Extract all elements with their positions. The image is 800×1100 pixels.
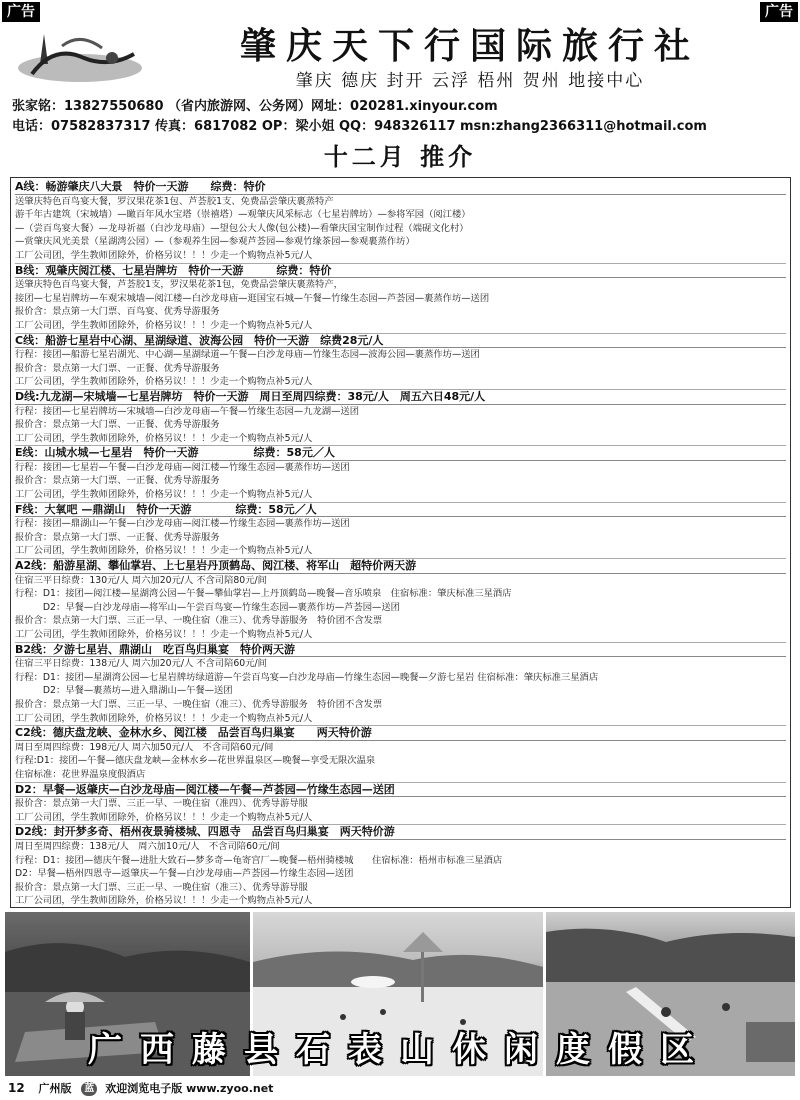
route-title: D线:九龙湖—宋城墙—七星岩牌坊 特价一天游 周日至周四综费：38元/人 周五六日48元/人	[15, 390, 786, 405]
route-block	[15, 264, 786, 334]
route-title: A2线：船游星湖、攀仙掌岩、上七星岩丹顶鹤岛、阅江楼、将军山 超特价两天游	[15, 559, 786, 574]
route-detail-line: 送肇庆特色百鸟宴大餐，芦荟胶1支，罗汉果花茶1包，免费品尝肇庆裹蒸特产，	[15, 279, 343, 291]
month-title: 十二月 推介	[323, 143, 477, 171]
route-detail-line: 行程：接团—七星岩—午餐—白沙龙母庙—阅江楼—竹缘生态园—裹蒸作坊—送团	[15, 461, 350, 473]
route-detail-line: 工厂公司团，学生教师团除外，价格另议！！！少走一个购物点补5元/人	[15, 432, 786, 447]
header	[0, 22, 800, 92]
route-detail-line: 住宿标准：花世界温泉度假酒店	[15, 768, 786, 783]
route-detail-line: 报价含：景点第一大门票、三正一早、一晚住宿（准三）、优秀导游服务 特价团不含发票	[15, 698, 383, 710]
website-text[interactable]: 欢迎浏览电子版 www.zyoo.net	[105, 1082, 274, 1095]
route-title: A线：畅游肇庆八大景 特价一天游 综费：特价	[15, 180, 786, 195]
route-detail-line: 报价含：景点第一大门票、三正一早、一晚住宿（准四）、优秀导游导服	[15, 798, 308, 810]
route-detail-line: 行程：接团—船游七星岩湖光、中心湖—星湖绿道—午餐—白沙龙母庙—竹缘生态园—波海公园—裹蒸作坊—送团	[15, 349, 480, 361]
service-areas: 肇庆 德庆 封开 云浮 梧州 贺州 地接中心	[295, 71, 645, 91]
route-title: C线：船游七星岩中心湖、星湖绿道、波海公园 特价一天游 综费28元/人	[15, 334, 786, 349]
route-block	[15, 643, 786, 727]
route-detail-line: 工厂公司团，学生教师团除外，价格另议！！！少走一个购物点补5元/人	[15, 811, 786, 826]
footer	[8, 1080, 273, 1097]
edition-label: 广州版	[38, 1082, 72, 1095]
route-block	[15, 390, 786, 446]
route-detail-line: 报价含：景点第一大门票、一正餐、优秀导游服务	[15, 419, 220, 431]
route-block	[15, 559, 786, 643]
contact-line-1: 张家铭：13827550680 （省内旅游网、公务网）网址：020281.xinyour.com	[12, 99, 498, 114]
route-detail-line: 报价含：景点第一大门票、一正餐、优秀导游服务	[15, 531, 220, 543]
route-block	[15, 503, 786, 559]
route-block	[15, 446, 786, 502]
ad-label-right: 广告	[760, 2, 798, 22]
ad-label-left: 广告	[2, 2, 40, 22]
route-title: B线：观肇庆阅江楼、七星岩牌坊 特价一天游 综费：特价	[15, 264, 786, 279]
route-detail-line: 工厂公司团，学生教师团除外，价格另议！！！少走一个购物点补5元/人	[15, 319, 786, 334]
route-block	[15, 726, 786, 782]
contact-line-2: 电话：07582837317 传真：6817082 OP：梁小姐 QQ：948326117 msn:zhang2366311@hotmail.com	[12, 119, 707, 134]
resort-banner: 广西藤县石表山休闲度假区	[88, 1030, 712, 1070]
route-title: B2线：夕游七星岩、鼎湖山 吃百鸟归巢宴 特价两天游	[15, 643, 786, 658]
company-logo	[14, 24, 146, 88]
route-detail-line: —（尝百鸟宴大餐）—龙母祈福（白沙龙母庙）—望包公大人像(包公楼)—看肇庆国宝制作过程（端砚文化村）	[15, 222, 469, 234]
route-detail-line: 周日至周四综费：198元/人 周六加50元/人 不含司陪60元/间	[15, 741, 274, 753]
route-detail-line: 送肇庆特色百鸟宴大餐，罗汉果花茶1包、芦荟胶1支、免费品尝肇庆裹蒸特产	[15, 195, 334, 207]
route-detail-line: 工厂公司团，学生教师团除外，价格另议！！！少走一个购物点补5元/人	[15, 894, 786, 908]
route-detail-line: D2：早餐—梧州四恩寺—返肇庆—午餐—白沙龙母庙—芦荟园—竹缘生态园—送团	[15, 868, 354, 880]
route-detail-line: 工厂公司团，学生教师团除外，价格另议！！！少走一个购物点补5元/人	[15, 375, 786, 390]
route-detail-line: 行程：D1：接团—德庆午餐—进肚大致石—梦多奇—龟寄宫厂—晚餐—梧州骑楼城 住宿标准：梧州市标准三星酒店	[15, 854, 503, 866]
page-number: 12	[8, 1081, 25, 1095]
route-detail-line: 住宿三平日综费：130元/人 周六加20元/人 不含司陪80元/间	[15, 574, 267, 586]
route-title: F线：大氧吧 —鼎湖山 特价一天游 综费：58元／人	[15, 503, 786, 518]
route-detail-line: 行程：接团—七星岩牌坊—宋城墙—白沙龙母庙—午餐—竹缘生态园—九龙湖—送团	[15, 405, 359, 417]
route-block	[15, 334, 786, 390]
route-title: E线：山城水城—七星岩 特价一天游 综费：58元／人	[15, 446, 786, 461]
edition-badge-icon: 蓝	[81, 1082, 97, 1096]
route-title: D2：早餐—返肇庆—白沙龙母庙—阅江楼—午餐—芦荟园—竹缘生态园—送团	[15, 783, 786, 798]
route-block	[15, 783, 786, 826]
route-detail-line: 报价含：景点第一大门票、百鸟宴、优秀导游服务	[15, 306, 220, 318]
route-title: D2线：封开梦多奇、梧州夜景骑楼城、四恩寺 品尝百鸟归巢宴 两天特价游	[15, 825, 786, 840]
route-detail-line: 行程:D1：接团—午餐—德庆盘龙峡—金林水乡—花世界温泉区—晚餐—享受无限次温泉	[15, 755, 376, 767]
route-detail-line: —赏肇庆风光美景（星湖湾公园）—（参观养生园—参观芦荟园—参观竹缘茶园—参观裹蒸作坊）	[15, 236, 415, 248]
company-name: 肇庆天下行国际旅行社	[239, 25, 700, 67]
route-detail-line: 住宿三平日综费：138元/人 周六加20元/人 不含司陪60元/间	[15, 658, 267, 670]
route-detail-line: 工厂公司团，学生教师团除外，价格另议！！！少走一个购物点补5元/人	[15, 712, 786, 727]
route-detail-line: 报价含：景点第一大门票、一正餐、优秀导游服务	[15, 475, 220, 487]
route-detail-line: 周日至周四综费：138元/人 周六加10元/人 不含司陪60元/间	[15, 840, 280, 852]
route-detail-line: 报价含：景点第一大门票、三正一早、一晚住宿（准三）、优秀导游导服	[15, 881, 308, 893]
route-detail-line: 行程：D1：接团—阅江楼—星湖湾公园—午餐—攀仙掌岩—上丹顶鹤岛—晚餐—音乐喷泉 住宿标准：肇庆标准三星酒店	[15, 588, 512, 600]
route-detail-line: 行程：接团—鼎湖山—午餐—白沙龙母庙—阅江楼—竹缘生态园—裹蒸作坊—送团	[15, 518, 350, 530]
route-detail-line: 工厂公司团，学生教师团除外，价格另议！！！少走一个购物点补5元/人	[15, 628, 786, 643]
route-detail-line: 接团—七星岩牌坊—车观宋城墙—阅江楼—白沙龙母庙—逛国宝石城—午餐—竹缘生态园—芦荟园—裹蒸作坊—送团	[15, 292, 490, 304]
route-detail-line: 报价含：景点第一大门票、一正餐、优秀导游服务	[15, 362, 220, 374]
route-detail-line: 游千年古建筑（宋城墙）—瞰百年风水宝塔（崇禧塔）—观肇庆风采标志（七星岩牌坊）—参将军园（阅江楼）	[15, 209, 471, 221]
route-detail-line: 工厂公司团，学生教师团除外，价格另议！！！少走一个购物点补5元/人	[15, 249, 786, 264]
route-detail-line: 工厂公司团，学生教师团除外，价格另议！！！少走一个购物点补5元/人	[15, 488, 786, 503]
route-block	[15, 825, 786, 908]
route-title: C2线：德庆盘龙峡、金林水乡、阅江楼 品尝百鸟归巢宴 两天特价游	[15, 726, 786, 741]
route-detail-line: D2：早餐—白沙龙母庙—将军山—午尝百鸟宴—竹缘生态园—裹蒸作坊—芦荟园—送团	[15, 601, 400, 613]
route-detail-line: D2：早餐—裹蒸坊—进入鼎湖山—午餐—送团	[15, 685, 233, 697]
route-detail-line: 报价含：景点第一大门票、三正一早、一晚住宿（准三）、优秀导游服务 特价团不含发票	[15, 615, 383, 627]
route-detail-line: 工厂公司团，学生教师团除外，价格另议！！！少走一个购物点补5元/人	[15, 544, 786, 559]
route-block	[15, 180, 786, 264]
route-detail-line: 行程：D1：接团—星湖湾公园—七星岩牌坊绿道游—午尝百鸟宴—白沙龙母庙—竹缘生态园—晚餐—夕游七星岩 住宿标准：肇庆标准三星酒店	[15, 671, 599, 683]
route-list	[10, 177, 791, 908]
